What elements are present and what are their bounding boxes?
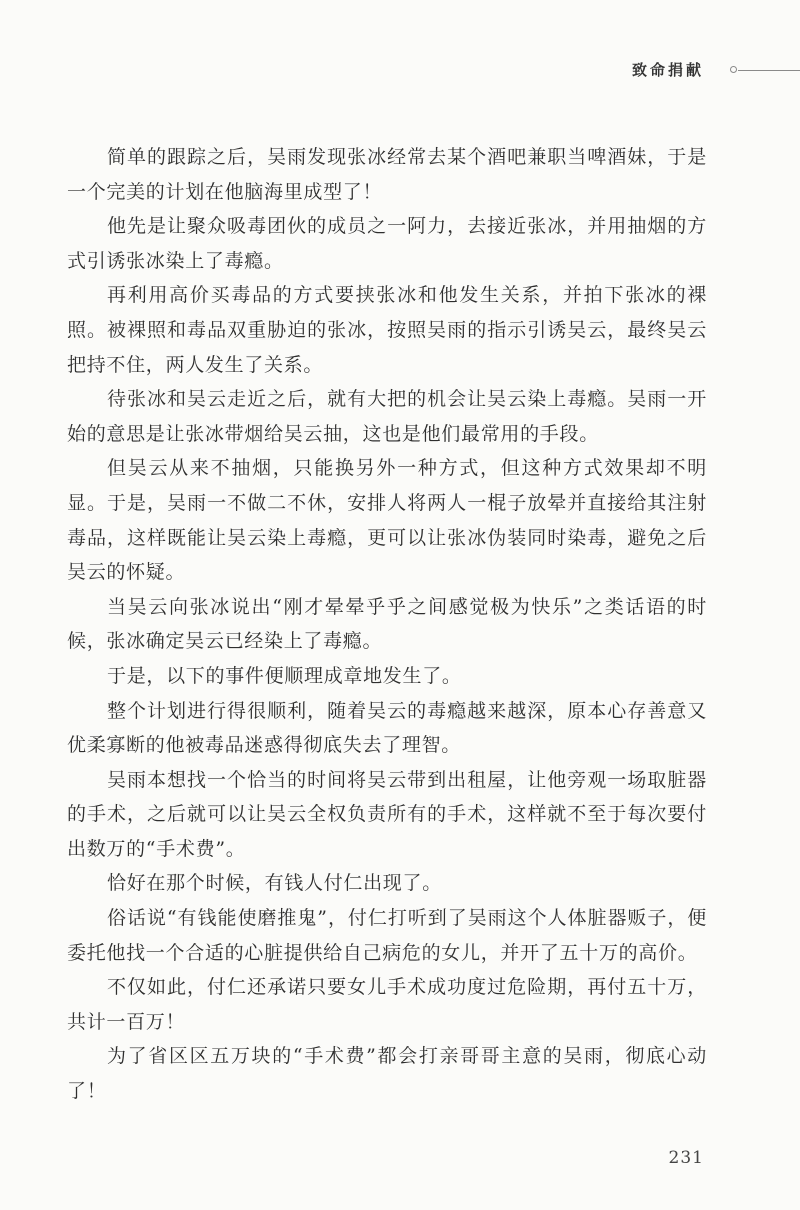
paragraph: 再利用高价买毒品的方式要挟张冰和他发生关系，并拍下张冰的裸照。被裸照和毒品双重胁迫的张冰，按照吴雨的指示引诱吴云，最终吴云把持不住，两人发生了关系。 bbox=[67, 284, 707, 376]
paragraph: 整个计划进行得很顺利，随着吴云的毒瘾越来越深，原本心存善意又优柔寡断的他被毒品迷惑得彻底失去了理智。 bbox=[67, 699, 707, 757]
header-ornament-circle bbox=[730, 66, 737, 73]
paragraph: 简单的跟踪之后，吴雨发现张冰经常去某个酒吧兼职当啤酒妹，于是一个完美的计划在他脑海里成型了！ bbox=[67, 146, 707, 203]
paragraph: 俗话说“有钱能使磨推鬼”，付仁打听到了吴雨这个人体脏器贩子，便委托他找一个合适的心脏提供给自己病危的女儿，并开了五十万的高价。 bbox=[67, 907, 707, 964]
paragraph: 但吴云从来不抽烟，只能换另外一种方式，但这种方式效果却不明显。于是，吴雨一不做二不休，安排人将两人一棍子放晕并直接给其注射毒品，这样既能让吴云染上毒瘾，更可以让张冰伪装同时染毒，避免之后吴云的怀疑。 bbox=[67, 457, 707, 584]
header-ornament-line bbox=[738, 70, 800, 71]
running-header-title: 致命捐献 bbox=[631, 61, 704, 79]
paragraph: 于是，以下的事件便顺理成章地发生了。 bbox=[107, 664, 462, 687]
page-number: 231 bbox=[668, 1148, 704, 1168]
running-header bbox=[0, 58, 800, 88]
paragraph: 不仅如此，付仁还承诺只要女儿手术成功度过危险期，再付五十万，共计一百万！ bbox=[67, 976, 707, 1033]
paragraph: 吴雨本想找一个恰当的时间将吴云带到出租屋，让他旁观一场取脏器的手术，之后就可以让吴云全权负责所有的手术，这样就不至于每次要付出数万的“手术费”。 bbox=[67, 768, 707, 860]
paragraph: 恰好在那个时候，有钱人付仁出现了。 bbox=[107, 872, 442, 895]
paragraph: 当吴云向张冰说出“刚才晕晕乎乎之间感觉极为快乐”之类话语的时候，张冰确定吴云已经染上了毒瘾。 bbox=[67, 595, 707, 653]
paragraph: 为了省区区五万块的“手术费”都会打亲哥哥主意的吴雨，彻底心动了！ bbox=[67, 1045, 707, 1103]
paragraph: 他先是让聚众吸毒团伙的成员之一阿力，去接近张冰，并用抽烟的方式引诱张冰染上了毒瘾。 bbox=[67, 215, 707, 272]
body-text bbox=[67, 140, 707, 1109]
paragraph: 待张冰和吴云走近之后，就有大把的机会让吴云染上毒瘾。吴雨一开始的意思是让张冰带烟给吴云抽，这也是他们最常用的手段。 bbox=[67, 388, 707, 445]
